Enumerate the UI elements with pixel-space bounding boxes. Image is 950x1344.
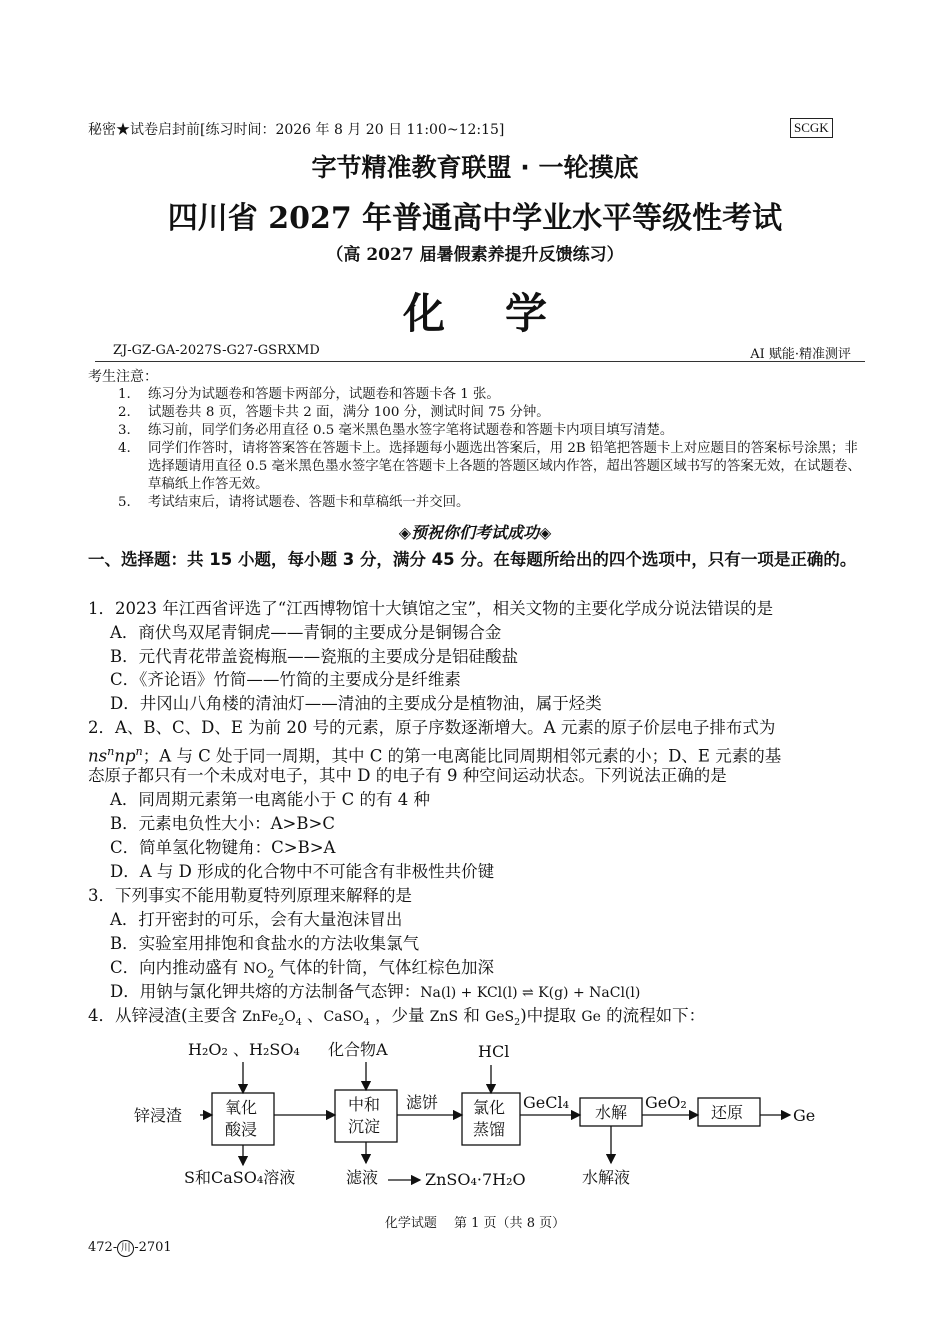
flow-diagram [120,1035,840,1200]
code-bar [95,343,865,362]
secret-header: 秘密★试卷启封前[练习时间：2026 年 8 月 20 日 11:00~12:15] [88,122,505,138]
notice-item: 4. 同学们作答时，请将答案答在答题卡上。选择题每小题选出答案后，用 2B 铅笔把答题卡上对应题目的答案标号涂黑；非选择题请用直径 0.5 毫米黑色墨水签字笔在答题卡上各题的答题区域内作答，超出答题区域书写的答案无效，在试题卷、草稿纸上作答无效。 [118,441,861,492]
subject-title: 化学 [402,289,607,338]
ge-label: Ge [793,1106,816,1125]
q2-stem-line1: 2．A、B、C、D、E 为前 20 号的元素，原子序数逐渐增大。A 元素的原子价层电子排布式为 [88,718,776,737]
exam-subtitle: （高 2027 届暑假素养提升反馈练习） [326,245,624,265]
box2-line2: 沉淀 [348,1117,381,1136]
q1-option-b: B．元代青花带盖瓷梅瓶——瓷瓶的主要成分是铝硅酸盐 [110,647,519,666]
q1-option-d: D．井冈山八角楼的清油灯——清油的主要成分是植物油，属于烃类 [110,694,602,713]
reagent-3: HCl [478,1042,510,1061]
notice-item: 1. 练习分为试题卷和答题卡两部分，试题卷和答题卡各 1 张。 [118,387,500,402]
box2-line1: 中和 [348,1095,381,1114]
q2-option-a: A．同周期元素第一电离能小于 C 的有 4 种 [110,790,431,809]
paper-code: ZJ-GZ-GA-2027S-G27-GSRXMD [113,343,320,358]
circle-badge: 川 [117,1240,134,1257]
q3-option-d: D．用钠与氯化钾共熔的方法制备气态钾：Na(l) + KCl(l) ⇌ K(g) + NaCl(l) [110,982,641,1001]
notice-list [118,386,866,512]
gecl4-label: GeCl₄ [523,1093,570,1112]
q3-option-a: A．打开密封的可乐，会有大量泡沫冒出 [110,910,403,929]
reagent-2: 化合物A [328,1040,388,1059]
notice-item: 3. 练习前，同学们务必用直径 0.5 毫米黑色墨水签字笔将试题卷和答题卡内项目填写清楚。 [118,423,674,438]
q2-option-b: B．元素电负性大小：A>B>C [110,814,335,833]
scgk-badge: SCGK [790,118,833,138]
q1-option-c: C．《齐论语》竹简——竹简的主要成分是纤维素 [110,670,461,689]
q4-stem: 4．从锌浸渣(主要含 $ZnFe_2O_4$ 、CaSO$_4$ ，少量 ZnS 和 GeS$_2$)中提取 Ge 的流程如下： [88,1006,706,1028]
wish-banner: ◈预祝你们考试成功◈ [398,523,552,542]
q2-option-c: C．简单氢化物键角：C>B>A [110,838,336,857]
section-heading: 一、选择题：共 15 小题，每小题 3 分，满分 45 分。在每题所给出的四个选项中，只有一项是正确的。 [88,550,857,569]
alliance-title: 字节精准教育联盟 · 一轮摸底 [311,153,639,182]
q3-option-c: C．向内推动盛有 $NO_2$ 气体的针筒，气体红棕色加深 [110,958,494,981]
box3-line2: 蒸馏 [473,1120,506,1139]
output-2b: ZnSO₄·7H₂O [425,1170,526,1189]
box1-line1: 氧化 [225,1098,258,1117]
reagent-1: H₂O₂ 、H₂SO₄ [188,1040,300,1059]
notice-item: 2. 试题卷共 8 页，答题卡共 2 面，满分 100 分，测试时间 75 分钟。 [118,405,550,420]
box3-line1: 氯化 [473,1098,506,1117]
geo2-label: GeO₂ [645,1093,687,1112]
q2-stem-line2: $ns^nnp^n$；A 与 C 处于同一周期，其中 C 的第一电离能比同周期相邻元素的小；D、E 元素的基 [88,745,782,766]
notice-title: 考生注意： [88,369,158,385]
notice-item: 5. 考试结束后，请将试题卷、答题卡和草稿纸一并交回。 [118,495,470,510]
q2-option-d: D．A 与 D 形成的化合物中不可能含有非极性共价键 [110,862,495,881]
output-1: S和CaSO₄溶液 [184,1168,296,1187]
q1-stem: 1．2023 年江西省评选了“江西博物馆十大镇馆之宝”，相关文物的主要化学成分说法错误的是 [88,599,774,618]
box5-label: 还原 [711,1103,744,1122]
box1-line2: 酸浸 [225,1120,258,1139]
q2-stem-line3: 态原子都只有一个未成对电子，其中 D 的电子有 9 种空间运动状态。下列说法正确的是 [88,766,727,785]
paper-serial: 472- 川 -2701 [88,1240,172,1255]
input-label: 锌浸渣 [134,1106,183,1125]
exam-title: 四川省 2027 年普通高中学业水平等级性考试 [167,201,783,236]
q3-option-b: B．实验室用排饱和食盐水的方法收集氯气 [110,934,420,953]
output-3: 水解液 [582,1168,631,1187]
output-2: 滤液 [346,1168,379,1187]
slogan: AI 赋能·精准测评 [750,347,851,362]
filter-cake-label: 滤饼 [406,1093,439,1112]
q1-option-a: A．商伏鸟双尾青铜虎——青铜的主要成分是铜锡合金 [110,623,502,642]
box4-label: 水解 [595,1103,628,1122]
page-footer: 化学试题 第 1 页（共 8 页） [384,1216,566,1231]
q3-stem: 3．下列事实不能用勒夏特列原理来解释的是 [88,886,412,905]
